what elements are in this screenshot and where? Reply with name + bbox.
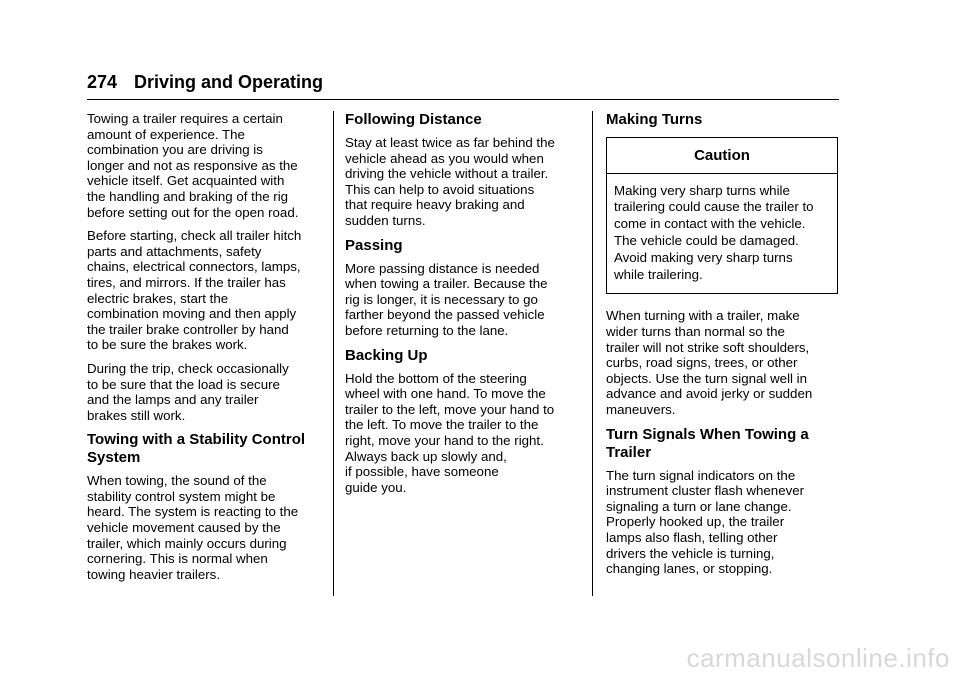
making-turns-heading: Making Turns: [606, 111, 703, 128]
passing-paragraph: More passing distance is needed when towing a trailer. Because the rig is longer, it is necessary to go farther beyond the passed vehicle before returning to the lane.: [345, 260, 548, 338]
page-header: [87, 72, 839, 102]
column-divider-1: [333, 111, 334, 596]
following-distance-paragraph: Stay at least twice as far behind the vehicle ahead as you would when driving the vehicle without a trailer. This can help to avoid situations that require heavy braking and sudden turns.: [345, 135, 555, 228]
following-distance-heading: Following Distance: [345, 111, 482, 128]
stability-control-paragraph: When towing, the sound of the stability control system might be heard. The system is reacting to the vehicle movement caused by the trailer, which mainly occurs during cornering. This is normal when towing heavier trailers.: [87, 473, 299, 582]
stability-control-heading: Towing with a Stability Control System: [87, 431, 306, 467]
backing-up-heading: Backing Up: [345, 346, 428, 364]
page-number: 274: [87, 72, 118, 92]
passing-heading: Passing: [345, 236, 403, 254]
turn-signals-heading: Turn Signals When Towing a Trailer: [606, 425, 809, 461]
before-starting-paragraph: Before starting, check all trailer hitch parts and attachments, safety chains, electrical connectors, lamps, tires, and mirrors. If the trailer has electric brakes, start the combination moving and then apply the trailer brake controller by hand to be sure the brakes work.: [87, 228, 302, 353]
making-turns-paragraph: When turning with a trailer, make wider turns than normal so the trailer will not strike soft shoulders, curbs, road signs, trees, or other objects. Use the turn signal well in advance and avoid jerky or sudden maneuvers.: [606, 308, 813, 417]
watermark: carmanualsonline.info: [686, 643, 950, 673]
column-1: [87, 111, 323, 590]
caution-title: Caution: [607, 138, 837, 174]
turn-signals-paragraph: The turn signal indicators on the instrument cluster flash whenever signaling a turn or lane change. Properly hooked up, the trailer lamps also flash, telling other drivers the vehicle is turning, changing lanes, or stopping.: [606, 467, 805, 577]
backing-up-paragraph: Hold the bottom of the steering wheel with one hand. To move the trailer to the left, move your hand to the left. To move the trailer to the right, move your hand to the right. Always back up slowly and, if possible, have someone guide you.: [345, 370, 555, 495]
column-2: [345, 111, 581, 503]
during-trip-paragraph: During the trip, check occasionally to be sure that the load is secure and the lamps and any trailer brakes still work.: [87, 360, 289, 423]
intro-paragraph: Towing a trailer requires a certain amount of experience. The combination you are driving is longer and not as responsive as the vehicle itself. Get acquainted with the handling and braking of the rig before setting out for the open road.: [87, 111, 299, 220]
column-divider-2: [592, 111, 593, 596]
section-title: Driving and Operating: [134, 72, 324, 92]
column-3: [606, 111, 842, 585]
header-rule: [87, 99, 839, 100]
caution-text: Making very sharp turns while trailering could cause the trailer to come in contact with the vehicle. The vehicle could be damaged. Avoid making very sharp turns while trailering.: [614, 182, 814, 282]
caution-box: [606, 137, 838, 294]
